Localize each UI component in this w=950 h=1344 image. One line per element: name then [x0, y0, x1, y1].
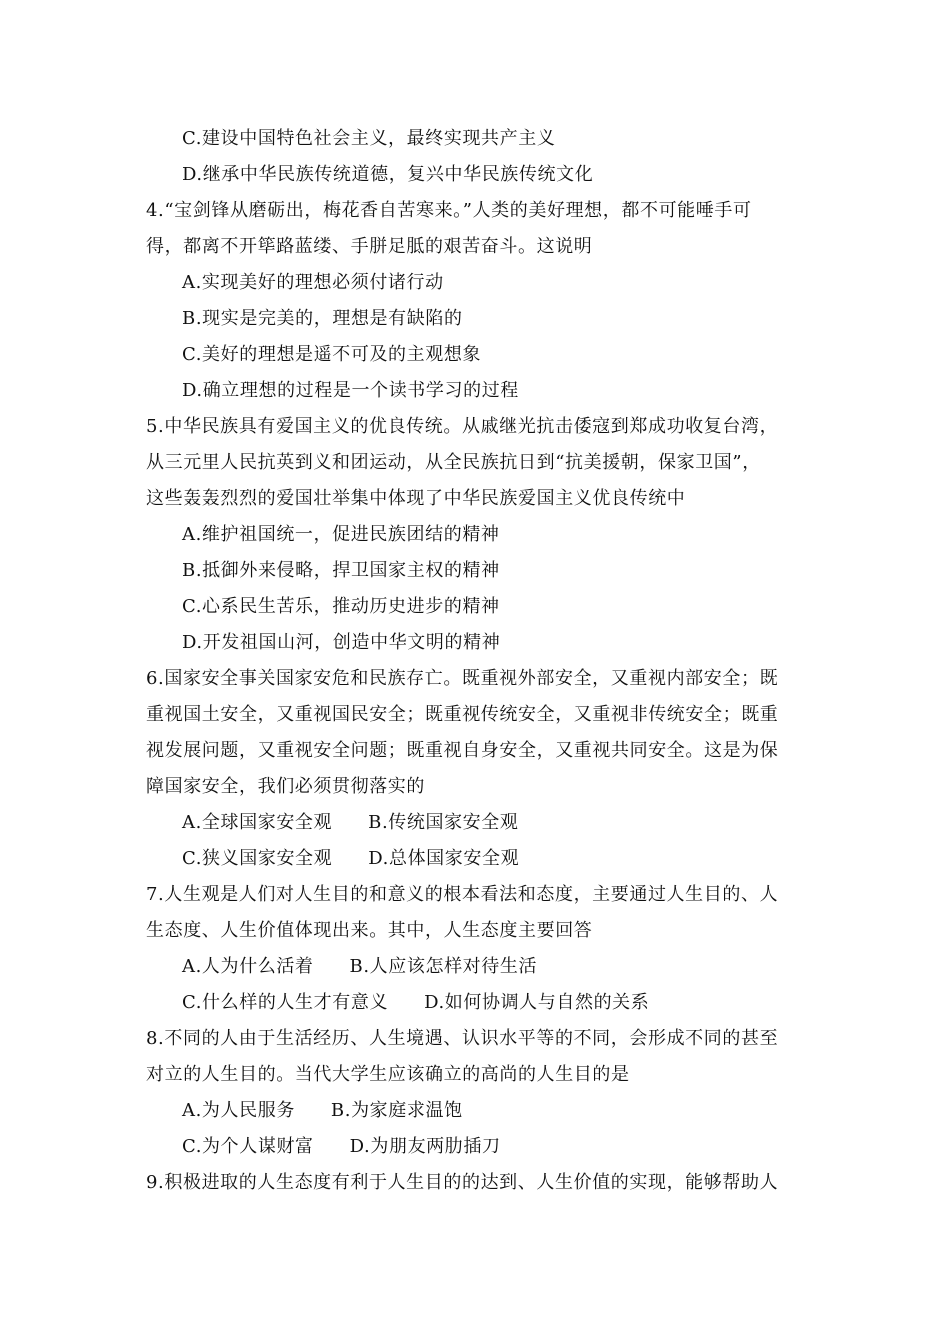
q7-option-d: D.如何协调人与自然的关系: [424, 992, 650, 1013]
q4-option-a: A.实现美好的理想必须付诸行动: [182, 272, 444, 293]
q5-option-a: A.维护祖国统一，促进民族团结的精神: [182, 524, 500, 545]
q6-stem-line: 6.国家安全事关国家安危和民族存亡。既重视外部安全，又重视内部安全；既: [146, 668, 779, 689]
q9-stem-line: 9.积极进取的人生态度有利于人生目的的达到、人生价值的实现，能够帮助人: [146, 1172, 779, 1193]
question-5: [146, 409, 810, 661]
q8-option-b: B.为家庭求温饱: [330, 1100, 463, 1121]
q4-option-d: D.确立理想的过程是一个读书学习的过程: [182, 380, 519, 401]
q6-stem-line: 视发展问题，又重视安全问题；既重视自身安全，又重视共同安全。这是为保: [146, 740, 779, 761]
q3-option-d: D.继承中华民族传统道德，复兴中华民族传统文化: [182, 164, 594, 185]
q7-option-c: C.什么样的人生才有意义: [182, 992, 389, 1013]
q4-option-b: B.现实是完美的，理想是有缺陷的: [182, 308, 463, 329]
q8-option-d: D.为朋友两肋插刀: [349, 1136, 501, 1157]
question-9: [146, 1165, 810, 1201]
q8-option-c: C.为个人谋财富: [182, 1136, 314, 1157]
q7-stem-line: 生态度、人生价值体现出来。其中，人生态度主要回答: [146, 920, 593, 941]
q6-option-d: D.总体国家安全观: [368, 848, 520, 869]
question-4: [146, 193, 810, 409]
q5-stem-line: 5.中华民族具有爱国主义的优良传统。从戚继光抗击倭寇到郑成功收复台湾，: [146, 416, 779, 437]
q7-option-b: B.人应该怎样对待生活: [349, 956, 538, 977]
q6-options-row-2: [146, 841, 810, 877]
q8-options-row-1: [146, 1093, 810, 1129]
q7-stem-line: 7.人生观是人们对人生目的和意义的根本看法和态度，主要通过人生目的、人: [146, 884, 779, 905]
q6-options-row-1: [146, 805, 810, 841]
q5-option-b: B.抵御外来侵略，捍卫国家主权的精神: [182, 560, 500, 581]
q7-options-row-2: [146, 985, 810, 1021]
q4-stem-line: 得，都离不开筚路蓝缕、手胼足胝的艰苦奋斗。这说明: [146, 236, 593, 257]
q6-stem-line: 障国家安全，我们必须贯彻落实的: [146, 776, 425, 797]
question-6: [146, 661, 810, 877]
q7-option-a: A.人为什么活着: [182, 956, 314, 977]
q8-stem-line: 8.不同的人由于生活经历、人生境遇、认识水平等的不同，会形成不同的甚至: [146, 1028, 779, 1049]
q6-option-c: C.狭义国家安全观: [182, 848, 333, 869]
q8-stem-line: 对立的人生目的。当代大学生应该确立的高尚的人生目的是: [146, 1064, 630, 1085]
q6-stem-line: 重视国土安全，又重视国民安全；既重视传统安全，又重视非传统安全；既重: [146, 704, 779, 725]
q4-stem-line: 4.“宝剑锋从磨砺出，梅花香自苦寒来。”人类的美好理想，都不可能唾手可: [146, 200, 752, 221]
q5-stem-line: 这些轰轰烈烈的爱国壮举集中体现了中华民族爱国主义优良传统中: [146, 488, 686, 509]
exam-content: [146, 121, 810, 1201]
q6-option-a: A.全球国家安全观: [182, 812, 333, 833]
q4-option-c: C.美好的理想是遥不可及的主观想象: [182, 344, 482, 365]
q7-options-row-1: [146, 949, 810, 985]
q5-option-d: D.开发祖国山河，创造中华文明的精神: [182, 632, 501, 653]
question-3-tail: [146, 121, 810, 193]
q8-options-row-2: [146, 1129, 810, 1165]
q5-option-c: C.心系民生苦乐，推动历史进步的精神: [182, 596, 500, 617]
q3-option-c: C.建设中国特色社会主义，最终实现共产主义: [182, 128, 556, 149]
q6-option-b: B.传统国家安全观: [368, 812, 519, 833]
question-7: [146, 877, 810, 1021]
q8-option-a: A.为人民服务: [182, 1100, 295, 1121]
q5-stem-line: 从三元里人民抗英到义和团运动，从全民族抗日到“抗美援朝，保家卫国”，: [146, 452, 761, 473]
question-8: [146, 1021, 810, 1165]
